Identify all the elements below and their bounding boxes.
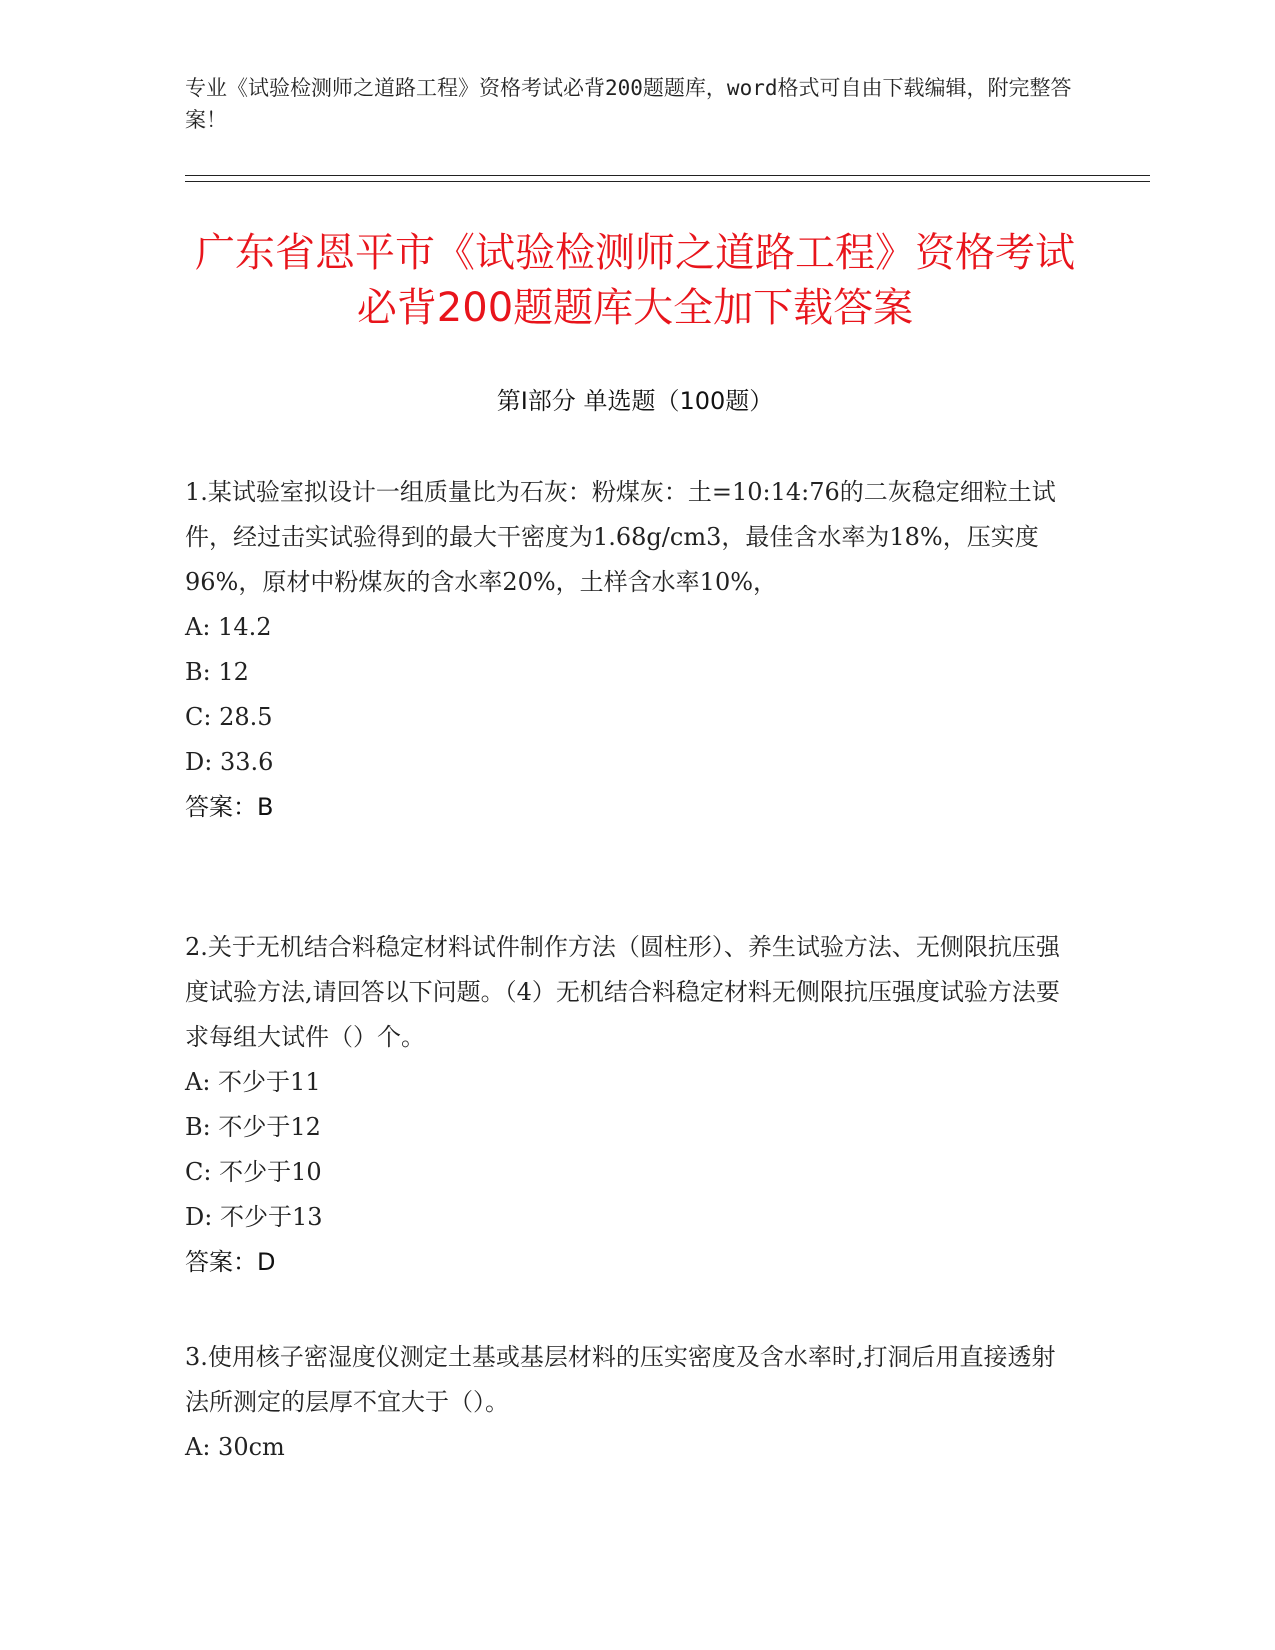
document-title: 广东省恩平市《试验检测师之道路工程》资格考试必背200题题库大全加下载答案 [195, 230, 1075, 331]
question-1 [185, 470, 1075, 830]
question-text: 1.某试验室拟设计一组质量比为石灰：粉煤灰：土=10:14:76的二灰稳定细粒土试件，经过击实试验得到的最大干密度为1.68g/cm3，最佳含水率为18%，压实度96%，原材中粉煤灰的含水率20%，土样含水率10%， [185, 478, 1056, 596]
option-c: C: 28.5 [185, 703, 273, 731]
option-c: C: 不少于10 [185, 1158, 322, 1186]
section-heading: 第Ⅰ部分 单选题（100题） [496, 387, 774, 415]
option-a: A: 30cm [185, 1433, 285, 1461]
answer: 答案：B [185, 793, 274, 821]
question-3 [185, 1335, 1075, 1470]
option-a: A: 不少于11 [185, 1068, 321, 1096]
option-d: D: 不少于13 [185, 1203, 323, 1231]
question-2 [185, 925, 1075, 1285]
question-text: 2.关于无机结合料稳定材料试件制作方法（圆柱形）、养生试验方法、无侧限抗压强度试验方法,请回答以下问题。（4）无机结合料稳定材料无侧限抗压强度试验方法要求每组大试件（）个。 [185, 933, 1060, 1051]
header-divider-top [185, 175, 1150, 176]
option-a: A: 14.2 [185, 613, 272, 641]
answer: 答案：D [185, 1248, 276, 1276]
question-text: 3.使用核子密湿度仪测定土基或基层材料的压实密度及含水率时,打洞后用直接透射法所测定的层厚不宜大于（）。 [185, 1343, 1056, 1416]
header-note: 专业《试验检测师之道路工程》资格考试必背200题题库，word格式可自由下载编辑，附完整答案！ [185, 76, 1072, 132]
header-divider-bottom [185, 181, 1150, 182]
option-d: D: 33.6 [185, 748, 274, 776]
option-b: B: 12 [185, 658, 249, 686]
option-b: B: 不少于12 [185, 1113, 321, 1141]
